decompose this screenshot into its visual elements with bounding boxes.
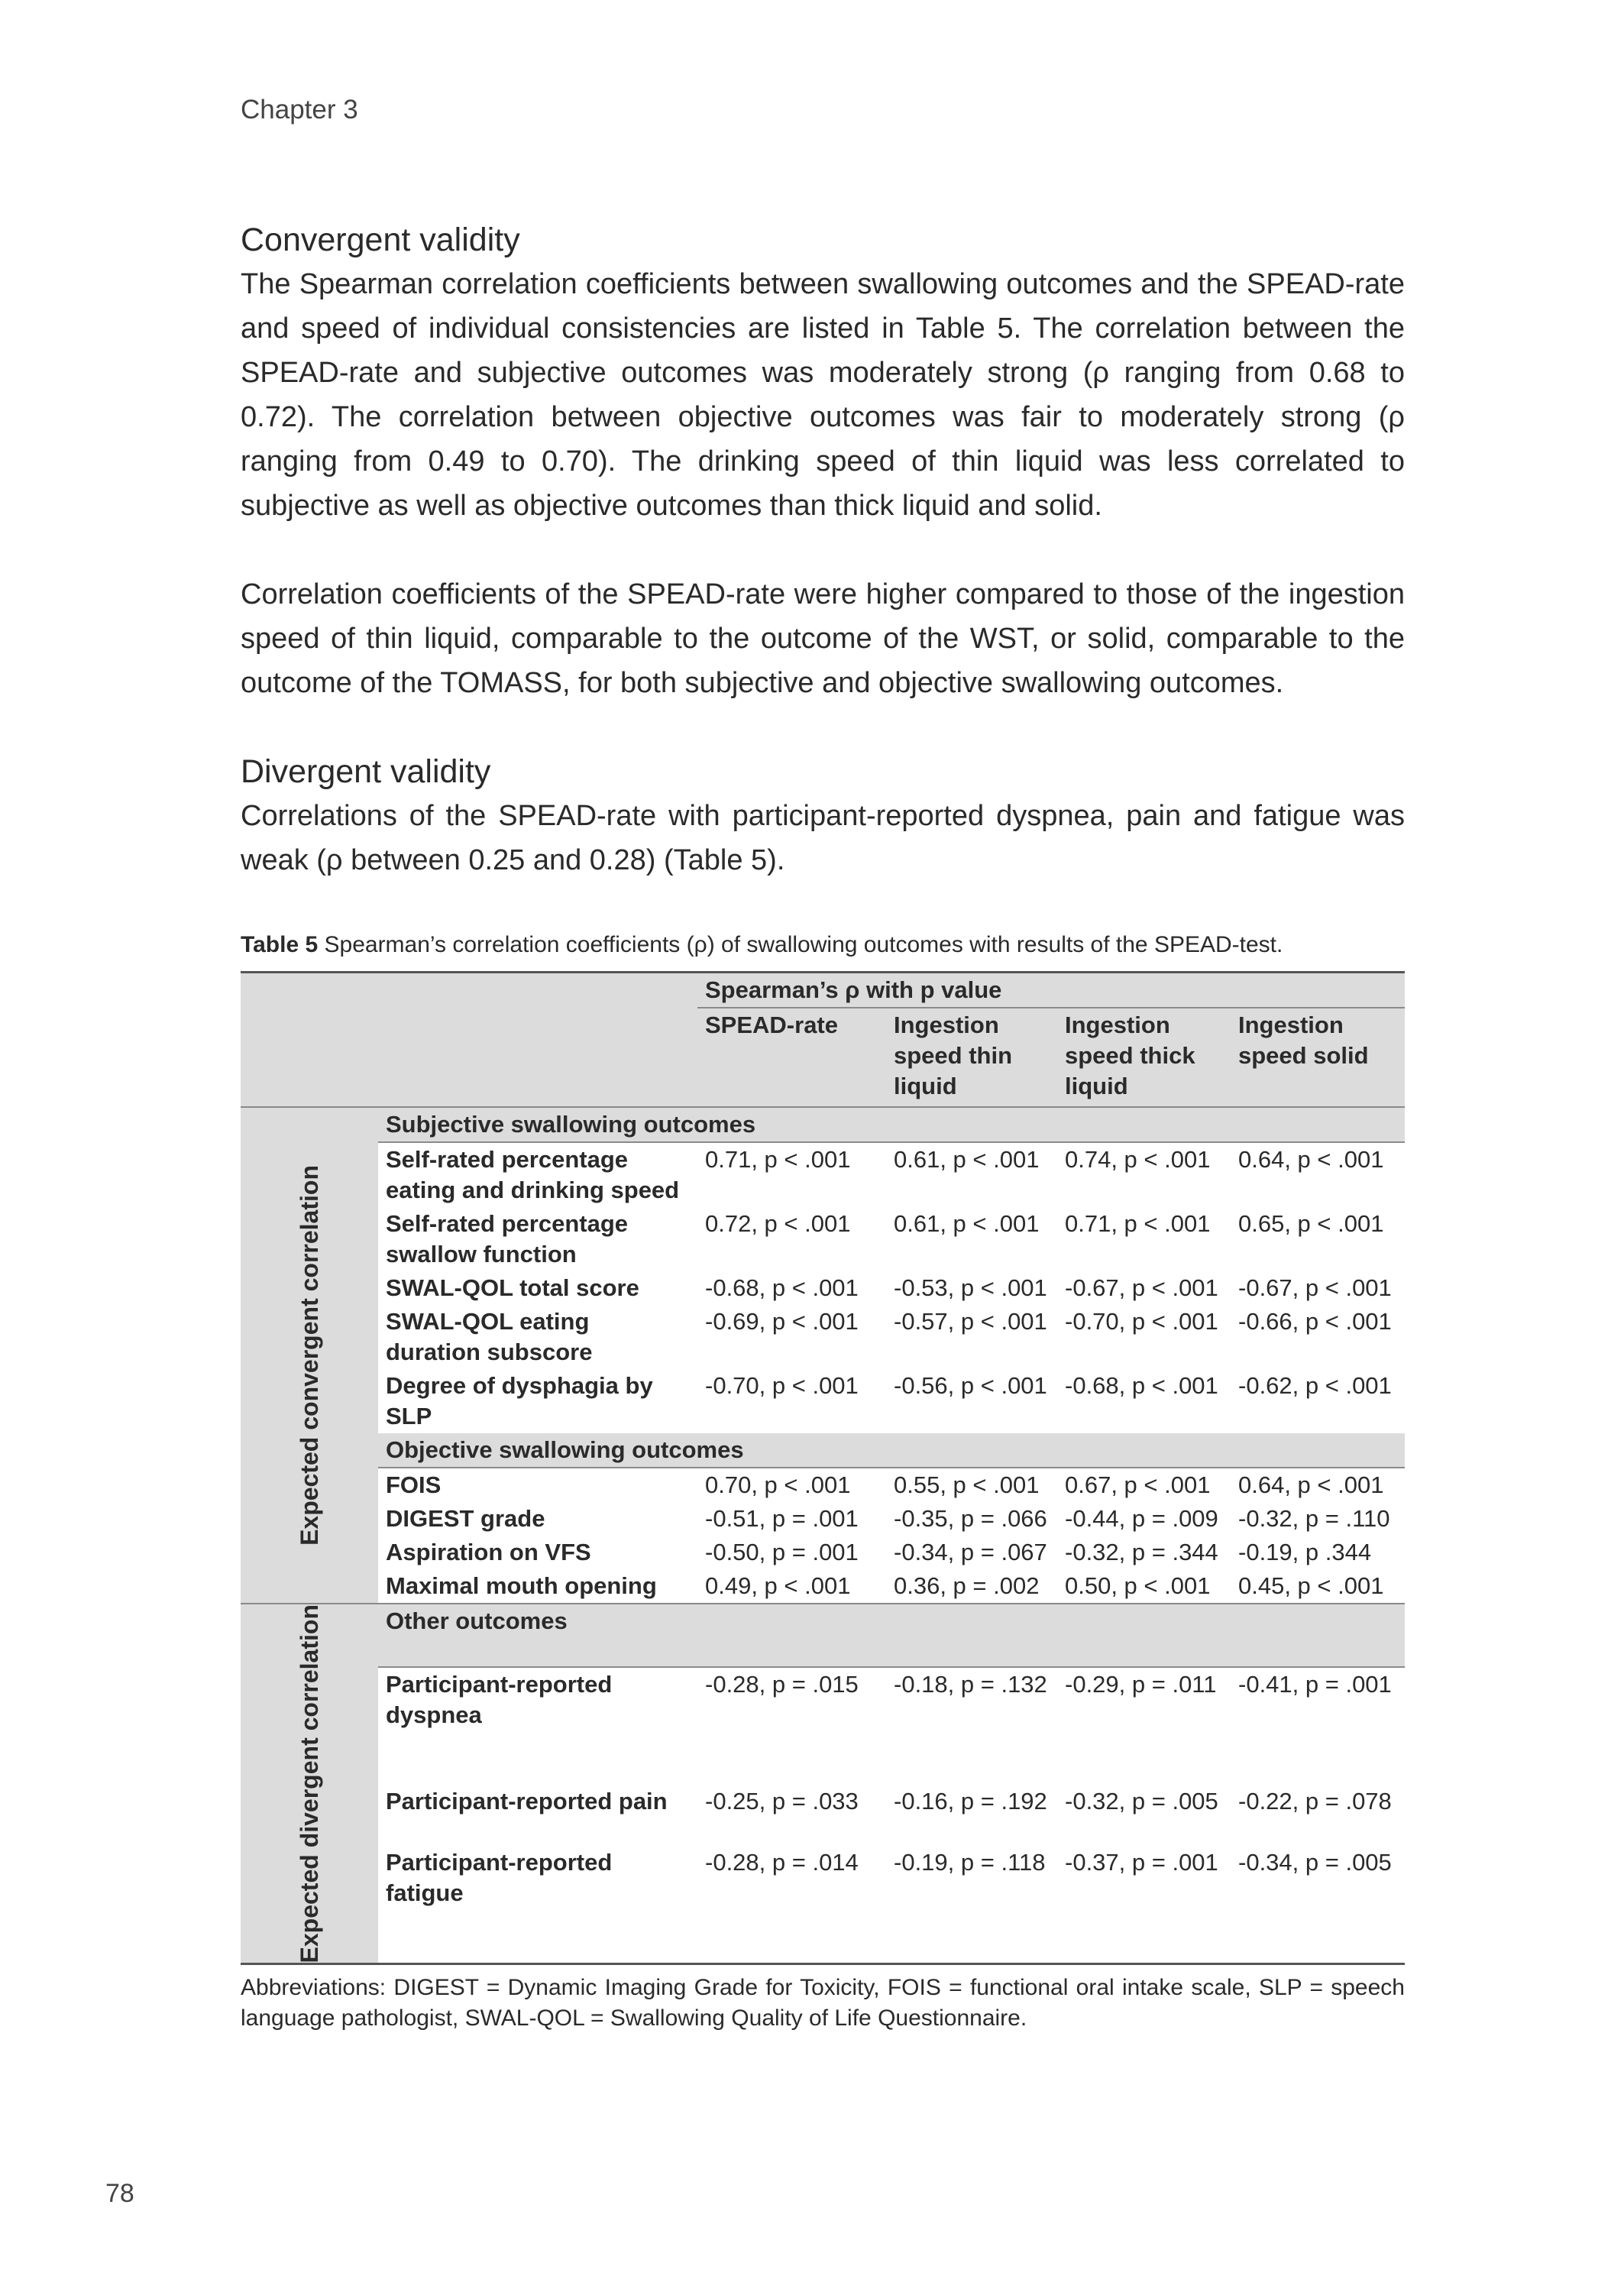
table-row: [241, 1846, 1405, 1964]
cell-value: 0.67, p < .001: [1065, 1471, 1211, 1498]
page-number: 78: [105, 2179, 134, 2208]
cell-value: 0.64, p < .001: [1238, 1146, 1384, 1173]
group-label-objective: Objective swallowing outcomes: [378, 1433, 1405, 1468]
cell-value: 0.70, p < .001: [705, 1471, 851, 1498]
row-label: FOIS: [386, 1471, 442, 1498]
table-row: [241, 1142, 1405, 1207]
row-label: Self-rated percentage eating and drinking speed: [386, 1146, 680, 1203]
paragraph-divergent-1: Correlations of the SPEAD-rate with participant-reported dyspnea, pain and fatigue was weak (ρ between 0.25 and 0.28) (Table 5).: [241, 800, 1405, 876]
cell-value: -0.67, p < .001: [1065, 1274, 1218, 1301]
column-header-solid: Ingestion speed solid: [1231, 1008, 1405, 1107]
cell-value: -0.19, p .344: [1238, 1539, 1372, 1565]
section-heading-convergent: Convergent validity: [241, 222, 520, 258]
cell-value: -0.28, p = .014: [697, 1846, 886, 1964]
row-label: SWAL-QOL total score: [386, 1274, 639, 1301]
page-content: [241, 218, 1405, 2034]
table-abbreviations: Abbreviations: DIGEST = Dynamic Imaging Grade for Toxicity, FOIS = functional oral intake scale, SLP = speech language pathologist, SWAL-QOL = Swallowing Quality of Life Questionnaire.: [241, 1975, 1405, 2031]
table-caption-text: Spearman’s correlation coefficients (ρ) of swallowing outcomes with results of the SPEAD-test.: [324, 932, 1283, 957]
chapter-header: Chapter 3: [241, 95, 358, 125]
cell-value: -0.41, p = .001: [1238, 1671, 1392, 1698]
row-label: Participant-reported fatigue: [378, 1846, 697, 1964]
paragraph-convergent-2: Correlation coefficients of the SPEAD-rate were higher compared to those of the ingestion speed of thin liquid, comparable to the outcome of the WST, or solid, comparable to the outcome of the TOMASS, for both subjective and objective swallowing outcomes.: [241, 578, 1405, 699]
cell-value: 0.64, p < .001: [1238, 1471, 1384, 1498]
cell-value: -0.37, p = .001: [1057, 1846, 1231, 1964]
table-row: [241, 1305, 1405, 1369]
table-row: [241, 1369, 1405, 1433]
row-label: Maximal mouth opening: [386, 1572, 657, 1599]
cell-value: -0.68, p < .001: [705, 1274, 859, 1301]
cell-value: -0.67, p < .001: [1238, 1274, 1392, 1301]
cell-value: -0.70, p < .001: [1065, 1308, 1218, 1335]
table-caption: [241, 930, 1405, 960]
cell-value: -0.50, p = .001: [705, 1539, 859, 1565]
cell-value: 0.74, p < .001: [1065, 1146, 1211, 1173]
cell-value: 0.72, p < .001: [705, 1210, 851, 1237]
cell-value: 0.71, p < .001: [705, 1146, 851, 1173]
row-label: Participant-reported dyspnea: [386, 1671, 613, 1729]
cell-value: -0.16, p = .192: [894, 1788, 1047, 1815]
table-row: [241, 1667, 1405, 1785]
cell-value: 0.71, p < .001: [1065, 1210, 1211, 1237]
cell-value: -0.34, p = .005: [1231, 1846, 1405, 1964]
cell-value: -0.66, p < .001: [1238, 1308, 1392, 1335]
cell-value: 0.49, p < .001: [705, 1572, 851, 1599]
table-row: [241, 1468, 1405, 1502]
cell-value: -0.22, p = .078: [1238, 1788, 1392, 1815]
cell-value: 0.36, p = .002: [894, 1572, 1040, 1599]
table-group-header: Spearman’s ρ with p value: [697, 973, 1405, 1008]
section-heading-divergent: Divergent validity: [241, 753, 491, 790]
table-group-row: [241, 1433, 1405, 1468]
cell-value: -0.44, p = .009: [1065, 1505, 1218, 1532]
cell-value: -0.51, p = .001: [705, 1505, 859, 1532]
row-label: Degree of dysphagia by SLP: [386, 1372, 653, 1429]
side-label-divergent: Expected divergent correlation: [296, 1604, 323, 1963]
cell-value: 0.61, p < .001: [894, 1146, 1040, 1173]
column-header-thick-liquid: Ingestion speed thick liquid: [1057, 1008, 1231, 1107]
cell-value: -0.32, p = .005: [1065, 1788, 1218, 1815]
cell-value: -0.68, p < .001: [1065, 1372, 1218, 1399]
cell-value: 0.61, p < .001: [894, 1210, 1040, 1237]
table-row: [241, 1569, 1405, 1604]
cell-value: -0.32, p = .344: [1065, 1539, 1218, 1565]
table-caption-label: Table 5: [241, 932, 319, 957]
cell-value: -0.19, p = .118: [886, 1846, 1057, 1964]
cell-value: -0.25, p = .033: [705, 1788, 859, 1815]
row-label: Aspiration on VFS: [386, 1539, 591, 1565]
row-label: Self-rated percentage swallow function: [386, 1210, 628, 1267]
table-row: [241, 1207, 1405, 1271]
cell-value: -0.35, p = .066: [894, 1505, 1047, 1532]
side-label-convergent: Expected convergent correlation: [296, 1165, 323, 1546]
cell-value: -0.29, p = .011: [1065, 1671, 1217, 1698]
cell-value: -0.28, p = .015: [705, 1671, 859, 1698]
table-row: [241, 1271, 1405, 1305]
paragraph-convergent-1: The Spearman correlation coefficients between swallowing outcomes and the SPEAD-rate and speed of individual consistencies are listed in Table 5. The correlation between the SPEAD-rate and subjective outcomes was moderately strong (ρ ranging from 0.68 to 0.72). The correlation between objective outcomes was fair to moderately strong (ρ ranging from 0.49 to 0.70). The drinking speed of thin liquid was less correlated to subjective as well as objective outcomes than thick liquid and solid.: [241, 268, 1405, 522]
table-row: [241, 1536, 1405, 1569]
cell-value: 0.65, p < .001: [1238, 1210, 1384, 1237]
cell-value: -0.69, p < .001: [705, 1308, 859, 1335]
cell-value: -0.32, p = .110: [1238, 1505, 1390, 1532]
row-label: SWAL-QOL eating duration subscore: [386, 1308, 593, 1365]
cell-value: 0.45, p < .001: [1238, 1572, 1384, 1599]
row-label: Participant-reported pain: [386, 1788, 668, 1815]
cell-value: 0.50, p < .001: [1065, 1572, 1211, 1599]
table-group-row: [241, 1604, 1405, 1667]
cell-value: -0.57, p < .001: [894, 1308, 1047, 1335]
cell-value: -0.18, p = .132: [894, 1671, 1047, 1698]
cell-value: -0.53, p < .001: [894, 1274, 1047, 1301]
column-header-spead-rate: SPEAD-rate: [697, 1008, 886, 1107]
group-label-other: Other outcomes: [378, 1604, 1405, 1667]
cell-value: -0.56, p < .001: [894, 1372, 1047, 1399]
column-header-thin-liquid: Ingestion speed thin liquid: [886, 1008, 1057, 1107]
table-row: [241, 1785, 1405, 1846]
table-row: [241, 1502, 1405, 1536]
row-label: DIGEST grade: [386, 1505, 545, 1532]
cell-value: -0.62, p < .001: [1238, 1372, 1392, 1399]
cell-value: -0.70, p < .001: [705, 1372, 859, 1399]
group-label-subjective: Subjective swallowing outcomes: [378, 1107, 1405, 1142]
cell-value: -0.34, p = .067: [894, 1539, 1047, 1565]
table-group-row: [241, 1107, 1405, 1142]
correlation-table: [241, 971, 1405, 1965]
cell-value: 0.55, p < .001: [894, 1471, 1040, 1498]
